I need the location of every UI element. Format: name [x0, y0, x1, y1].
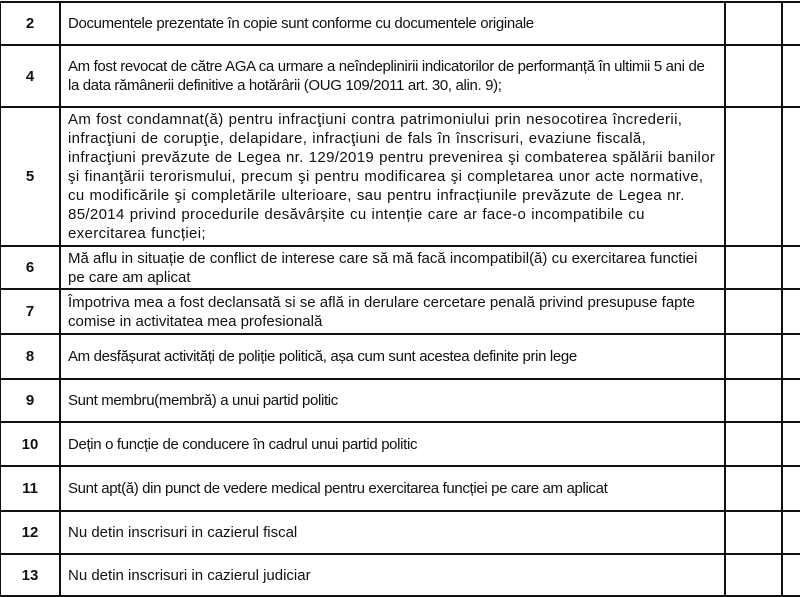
table-row: [0, 466, 800, 511]
row-statement: Dețin o funcție de conducere în cadrul unui partid politic: [60, 422, 725, 466]
answer-cell-no[interactable]: [782, 2, 800, 45]
table-row: [0, 334, 800, 379]
answer-cell-no[interactable]: [782, 107, 800, 246]
answer-cell-yes[interactable]: [725, 246, 782, 289]
answer-cell-yes[interactable]: [725, 554, 782, 596]
answer-cell-yes[interactable]: [725, 334, 782, 379]
answer-cell-no[interactable]: [782, 246, 800, 289]
row-number: 4: [0, 45, 60, 107]
answer-cell-yes[interactable]: [725, 289, 782, 334]
row-statement: Mă aflu in situație de conflict de interese care să mă facă incompatibil(ă) cu exercitarea functiei pe care am aplicat: [60, 246, 725, 289]
table-row: [0, 289, 800, 334]
row-number: 9: [0, 379, 60, 422]
row-statement: Am desfășurat activități de poliție politică, așa cum sunt acestea definite prin lege: [60, 334, 725, 379]
answer-cell-yes[interactable]: [725, 2, 782, 45]
answer-cell-yes[interactable]: [725, 511, 782, 554]
row-number: 2: [0, 2, 60, 45]
row-number: 7: [0, 289, 60, 334]
row-number: 13: [0, 554, 60, 596]
answer-cell-no[interactable]: [782, 554, 800, 596]
table-row: [0, 107, 800, 246]
row-statement: Documentele prezentate în copie sunt conforme cu documentele originale: [60, 2, 725, 45]
row-number: 10: [0, 422, 60, 466]
table-row: [0, 379, 800, 422]
row-statement: Am fost condamnat(ă) pentru infracţiuni contra patrimoniului prin nesocotirea încrederii, infracţiuni de corupţie, delapidare, infracţiuni de fals în înscrisuri, evaziune fiscală, infracţiuni prevăzute de Legea nr. 129/2019 pentru prevenirea şi combaterea spălării banilor şi finanţării terorismului, precum şi pentru modificarea şi completarea unor acte normative, cu modificările şi completările ulterioare, sau pentru infracțiunile prevăzute de Legea nr. 85/2014 privind procedurile desăvârșite cu intenție care ar face-o incompatibile cu exercitarea funcției;: [60, 107, 725, 246]
answer-cell-no[interactable]: [782, 289, 800, 334]
row-number: 11: [0, 466, 60, 511]
answer-cell-yes[interactable]: [725, 45, 782, 107]
answer-cell-yes[interactable]: [725, 466, 782, 511]
answer-cell-no[interactable]: [782, 334, 800, 379]
table-row: [0, 554, 800, 596]
row-statement: Sunt membru(membră) a unui partid politic: [60, 379, 725, 422]
row-number: 12: [0, 511, 60, 554]
answer-cell-no[interactable]: [782, 511, 800, 554]
row-statement: Am fost revocat de către AGA ca urmare a neîndeplinirii indicatorilor de performanță în ultimii 5 ani de la data rămânerii definitive a hotărârii (OUG 109/2011 art. 30, alin. 9);: [60, 45, 725, 107]
answer-cell-yes[interactable]: [725, 107, 782, 246]
answer-cell-no[interactable]: [782, 466, 800, 511]
row-number: 5: [0, 107, 60, 246]
answer-cell-no[interactable]: [782, 45, 800, 107]
row-statement: Împotriva mea a fost declansată si se află in derulare cercetare penală privind presupuse fapte comise in activitatea mea profesională: [60, 289, 725, 334]
answer-cell-yes[interactable]: [725, 379, 782, 422]
table-row: [0, 422, 800, 466]
row-number: 6: [0, 246, 60, 289]
row-statement: Sunt apt(ă) din punct de vedere medical pentru exercitarea funcției pe care am aplicat: [60, 466, 725, 511]
declaration-table: [0, 1, 800, 597]
table-row: [0, 511, 800, 554]
answer-cell-no[interactable]: [782, 422, 800, 466]
table-row: [0, 45, 800, 107]
row-number: 8: [0, 334, 60, 379]
answer-cell-yes[interactable]: [725, 422, 782, 466]
row-statement: Nu detin inscrisuri in cazierul fiscal: [60, 511, 725, 554]
row-statement: Nu detin inscrisuri in cazierul judiciar: [60, 554, 725, 596]
answer-cell-no[interactable]: [782, 379, 800, 422]
table-row: [0, 2, 800, 45]
table-row: [0, 246, 800, 289]
